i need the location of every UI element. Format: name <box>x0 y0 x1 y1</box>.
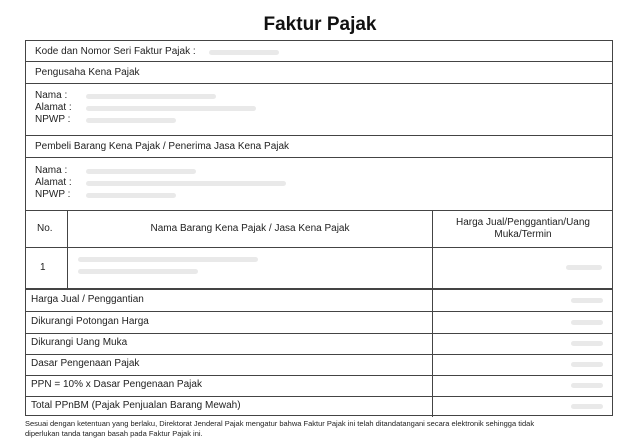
pembeli-alamat-label: Alamat : <box>35 177 72 188</box>
penjual-alamat-label: Alamat : <box>35 102 72 113</box>
divider <box>26 83 612 84</box>
divider <box>26 288 612 290</box>
redacted-pembeli-alamat <box>86 181 286 186</box>
pembeli-section-label: Pembeli Barang Kena Pajak / Penerima Jasa Kena Pajak <box>35 141 290 152</box>
summary-potongan-label: Dikurangi Potongan Harga <box>31 316 149 327</box>
col-price-header-line1: Harga Jual/Penggantian/Uang <box>456 217 590 228</box>
invoice-form <box>25 40 613 416</box>
col-price-header-line2: Muka/Termin <box>494 229 552 240</box>
redacted-dpp-value <box>571 362 603 367</box>
col-no-header: No. <box>37 223 53 234</box>
redacted-item-price <box>566 265 602 270</box>
redacted-penjual-alamat <box>86 106 256 111</box>
seri-label: Kode dan Nomor Seri Faktur Pajak : <box>35 46 196 57</box>
divider <box>26 247 612 248</box>
redacted-pembeli-nama <box>86 169 196 174</box>
redacted-penjual-nama <box>86 94 216 99</box>
summary-uang-muka-label: Dikurangi Uang Muka <box>31 337 128 348</box>
penjual-nama-label: Nama : <box>35 90 68 101</box>
col-name-header: Nama Barang Kena Pajak / Jasa Kena Pajak <box>150 223 350 234</box>
col-separator <box>67 210 68 288</box>
redacted-uang-muka-value <box>571 341 603 346</box>
penjual-section-label: Pengusaha Kena Pajak <box>35 67 140 78</box>
legal-footer <box>25 419 625 439</box>
divider <box>26 61 612 62</box>
divider <box>26 396 612 397</box>
summary-harga-jual-label: Harga Jual / Penggantian <box>31 294 144 305</box>
divider <box>26 375 612 376</box>
divider <box>26 135 612 136</box>
redacted-harga-jual-value <box>571 298 603 303</box>
footer-line-2: diperlukan tanda tangan basah pada Faktur Pajak ini. <box>25 429 203 438</box>
pembeli-nama-label: Nama : <box>35 165 68 176</box>
pembeli-npwp-label: NPWP : <box>35 189 71 200</box>
divider <box>26 210 612 211</box>
summary-ppnbm-label: Total PPnBM (Pajak Penjualan Barang Mewah) <box>31 400 241 411</box>
summary-ppn-label: PPN = 10% x Dasar Pengenaan Pajak <box>31 379 202 390</box>
divider <box>26 354 612 355</box>
redacted-pembeli-npwp <box>86 193 176 198</box>
document-title: Faktur Pajak <box>263 14 377 35</box>
summary-dpp-label: Dasar Pengenaan Pajak <box>31 358 140 369</box>
redacted-ppnbm-value <box>571 404 603 409</box>
redacted-ppn-value <box>571 383 603 388</box>
divider <box>26 333 612 334</box>
redacted-item-name <box>78 257 258 262</box>
redacted-item-detail <box>78 269 198 274</box>
col-separator <box>432 210 433 417</box>
redacted-penjual-npwp <box>86 118 176 123</box>
footer-line-1: Sesuai dengan ketentuan yang berlaku, Direktorat Jenderal Pajak mengatur bahwa Faktur Pajak ini telah ditandatangani secara elektronik sehingga tidak <box>25 419 535 428</box>
redacted-potongan-value <box>571 320 603 325</box>
item-row-no: 1 <box>40 262 46 273</box>
redacted-seri-value <box>209 50 279 55</box>
divider <box>26 311 612 312</box>
penjual-npwp-label: NPWP : <box>35 114 71 125</box>
divider <box>26 157 612 158</box>
